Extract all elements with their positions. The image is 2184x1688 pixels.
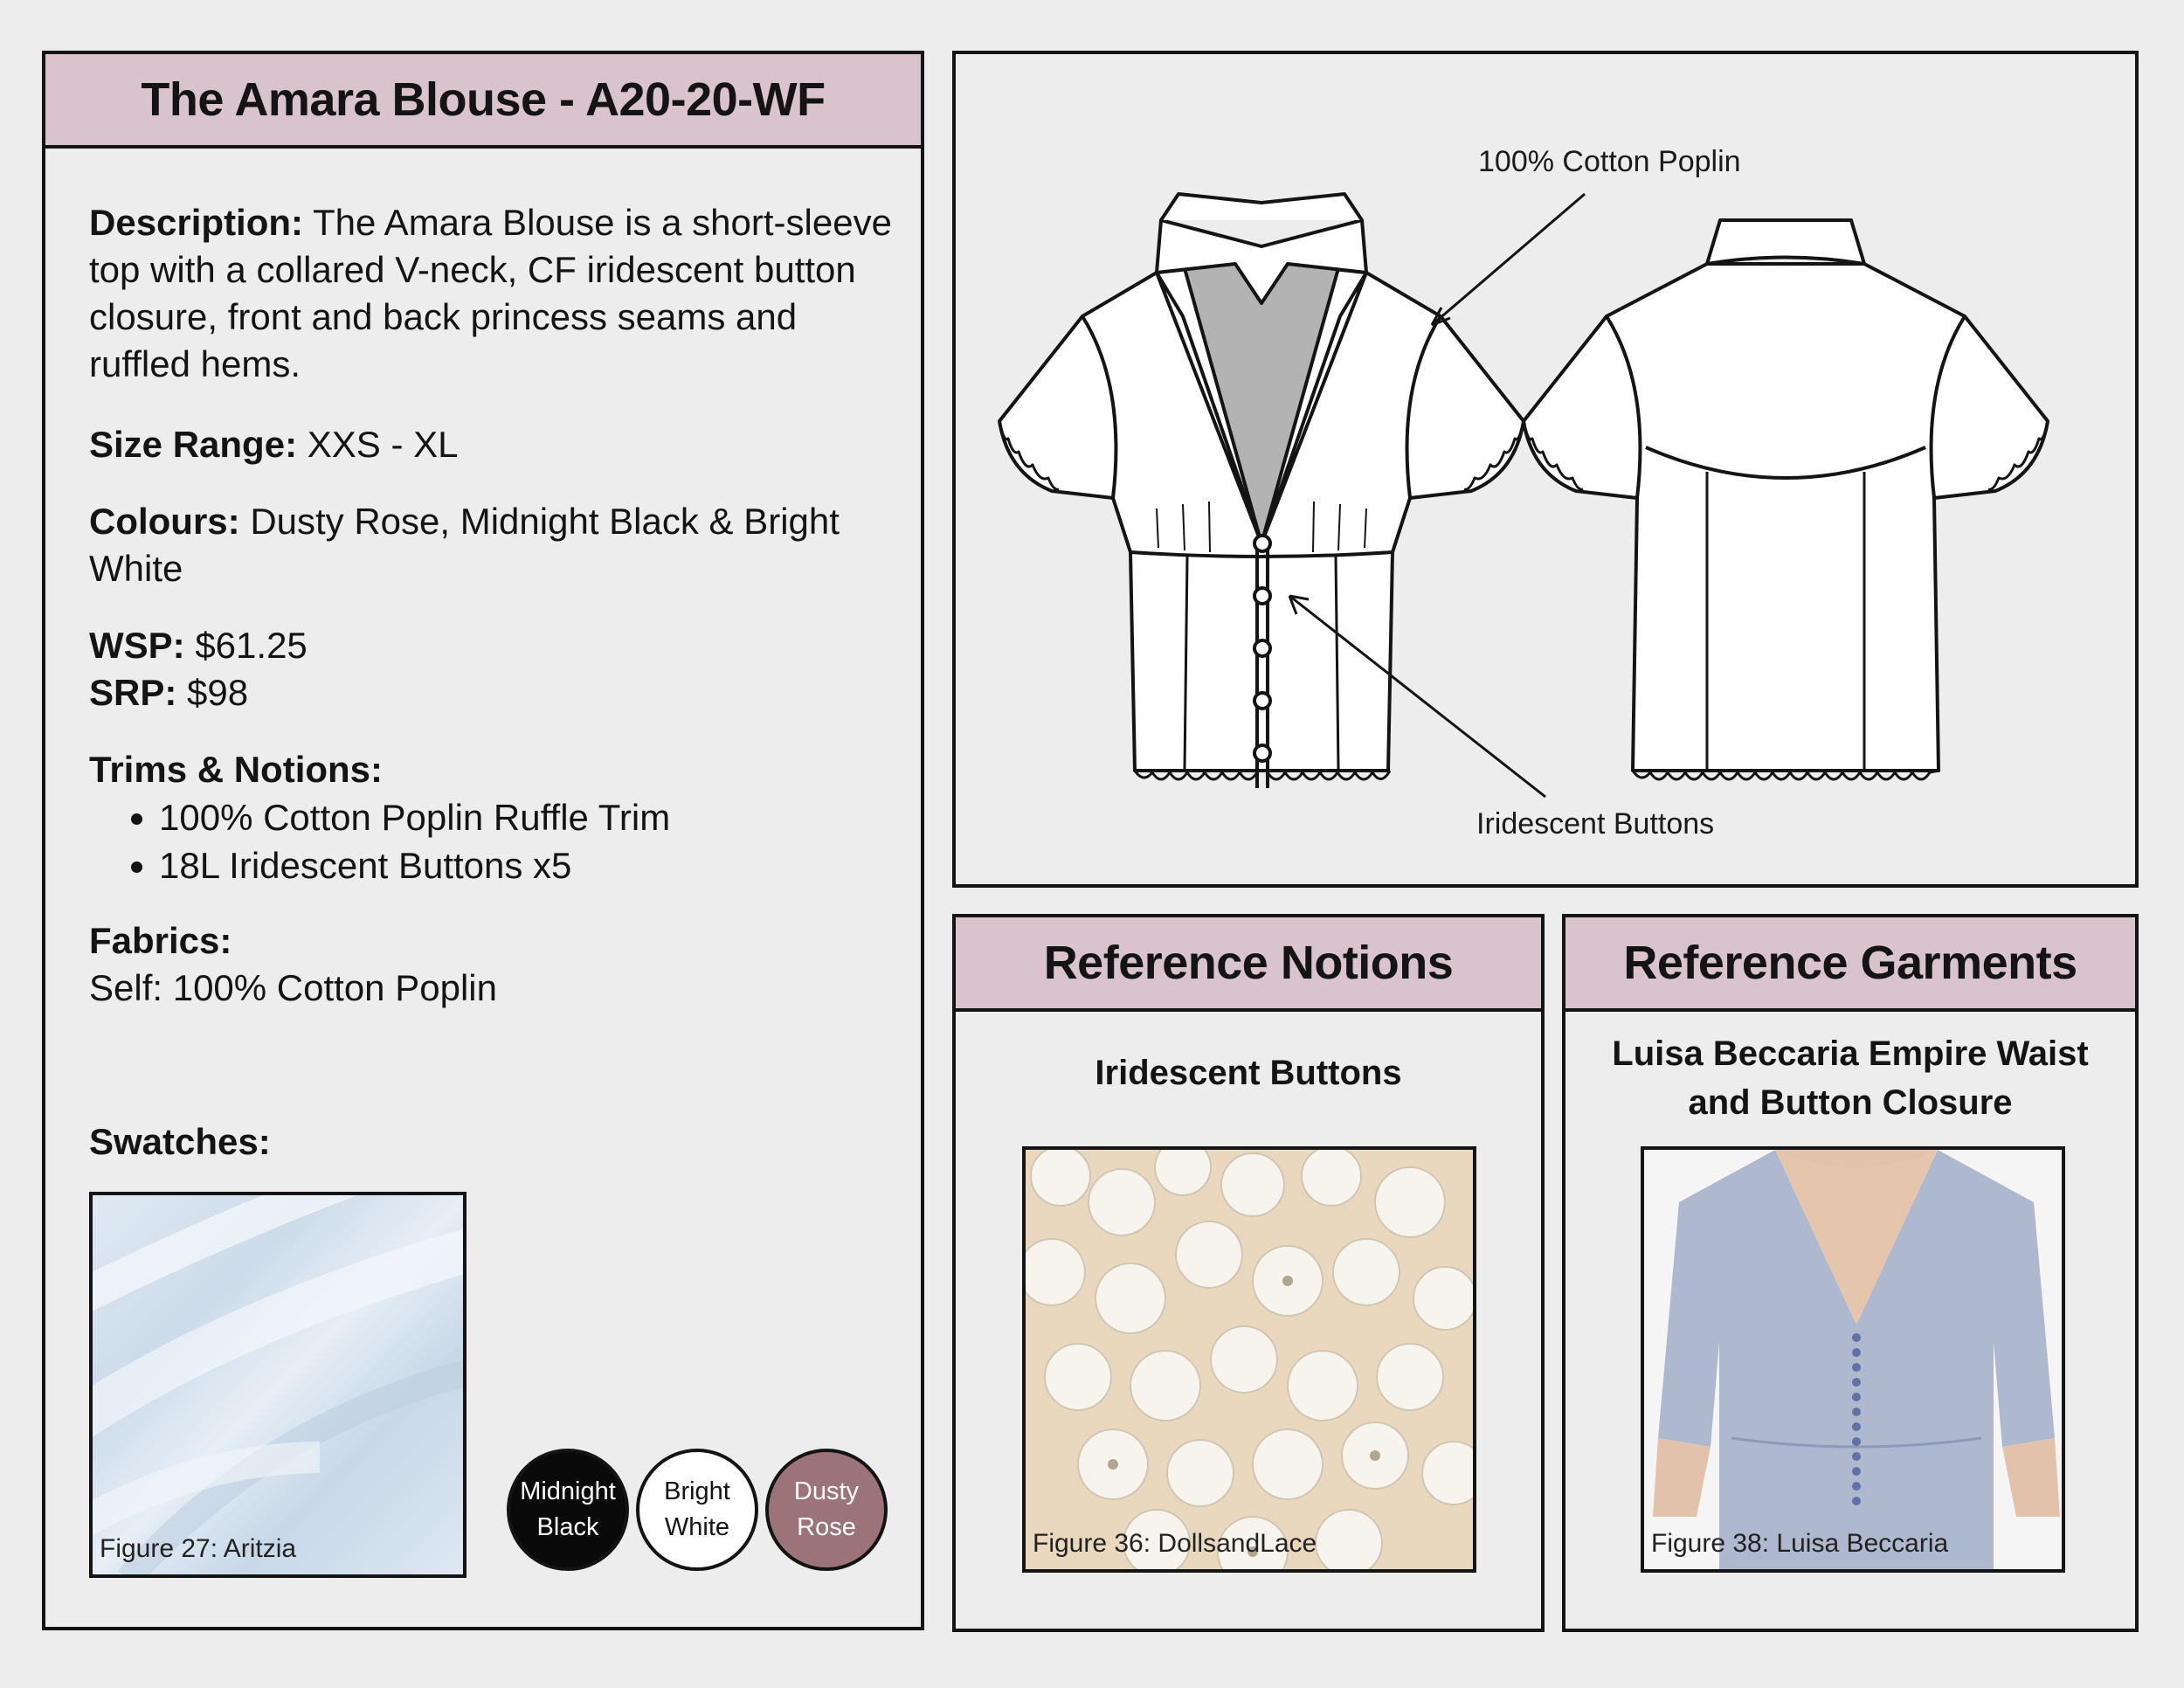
technical-sketch-panel <box>952 51 2139 888</box>
fabrics-label: Fabrics: <box>89 920 232 961</box>
swatch-label-line2: Black <box>536 1513 599 1541</box>
srp-value: $98 <box>187 672 249 713</box>
trims-list <box>89 793 893 889</box>
callout-fabric-label: 100% Cotton Poplin <box>1478 145 1741 178</box>
reference-notions-title: Reference Notions <box>956 917 1541 1012</box>
reference-garments-panel <box>1562 914 2139 1632</box>
front-view-sketch <box>999 194 1524 788</box>
fabrics-block <box>89 917 893 1012</box>
fabric-swatch-image <box>89 1192 467 1578</box>
swatches-block <box>89 1118 893 1166</box>
garment-illustration <box>1644 1150 2065 1573</box>
fabric-swatch-caption: Figure 27: Aritzia <box>100 1534 297 1563</box>
swatch-label-line2: Rose <box>797 1513 856 1541</box>
fabrics-text: Self: 100% Cotton Poplin <box>89 967 497 1008</box>
description-label: Description: <box>89 202 304 243</box>
callout-buttons-label: Iridescent Buttons <box>1476 807 1715 841</box>
srp-block <box>89 669 893 716</box>
list-item: • 100% Cotton Poplin Ruffle Trim <box>159 793 893 841</box>
wsp-value: $61.25 <box>195 625 308 666</box>
buttons-illustration <box>1026 1150 1476 1573</box>
fabric-drape-illustration <box>93 1195 467 1578</box>
swatch-label-line2: White <box>664 1513 730 1541</box>
colour-swatch-midnight-black <box>507 1449 629 1571</box>
swatch-label-line1: Midnight <box>520 1477 616 1505</box>
list-item: • 18L Iridescent Buttons x5 <box>159 841 893 889</box>
swatches-label: Swatches: <box>89 1121 271 1162</box>
trims-block <box>89 746 893 889</box>
spec-panel <box>42 51 924 1630</box>
page-title: The Amara Blouse - A20-20-WF <box>45 54 921 149</box>
garments-subtitle: Luisa Beccaria Empire Waist and Button Closure <box>1612 1034 2089 1122</box>
notions-subtitle: Iridescent Buttons <box>1095 1054 1402 1092</box>
notions-caption: Figure 36: DollsandLace <box>1033 1529 1317 1558</box>
back-view-sketch <box>1524 220 2048 779</box>
colours-label: Colours: <box>89 501 240 542</box>
colour-swatch-dusty-rose <box>765 1449 888 1571</box>
srp-label: SRP: <box>89 672 177 713</box>
size-range-label: Size Range: <box>89 424 298 465</box>
buttons-reference-image <box>1022 1146 1476 1573</box>
wsp-label: WSP: <box>89 625 185 666</box>
trims-label: Trims & Notions: <box>89 749 384 790</box>
swatch-label-line1: Bright <box>664 1477 730 1505</box>
size-range-block <box>89 421 893 468</box>
colours-text: Dusty Rose, Midnight Black & Bright White <box>89 501 840 589</box>
colours-block <box>89 498 893 592</box>
reference-notions-panel <box>952 914 1545 1632</box>
size-range-text: XXS - XL <box>307 424 459 465</box>
garment-reference-image <box>1641 1146 2065 1573</box>
description-text: The Amara Blouse is a short-sleeve top with a collared V-neck, CF iridescent button closure, front and back princess seams and ruffled hems. <box>89 202 892 384</box>
reference-garments-title: Reference Garments <box>1565 917 2135 1012</box>
wsp-block <box>89 622 893 669</box>
garments-caption: Figure 38: Luisa Beccaria <box>1651 1529 1949 1558</box>
colour-swatch-bright-white <box>636 1449 758 1571</box>
swatch-label-line1: Dusty <box>793 1477 860 1505</box>
description-block <box>89 199 893 388</box>
